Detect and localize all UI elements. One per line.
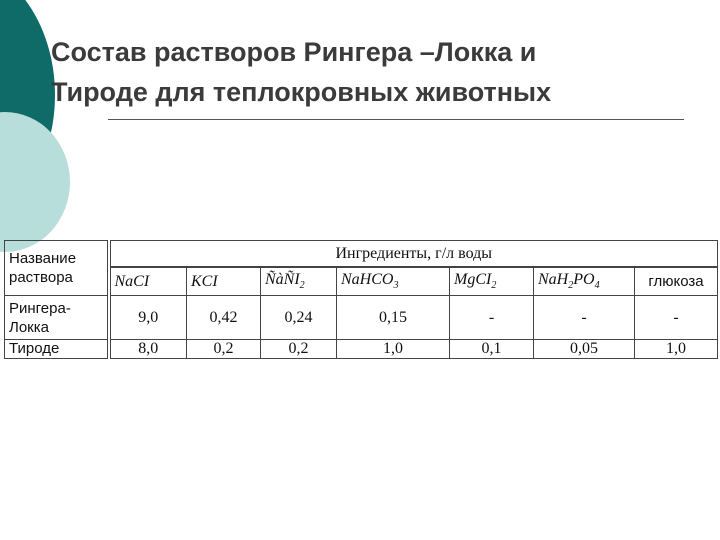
table-cell: 0,24 (261, 296, 337, 340)
composition-table-container (4, 240, 717, 359)
ingredients-header: Ингредиенты, г/л воды (109, 241, 718, 268)
row-name: Тироде (5, 340, 109, 359)
table-cell: 0,2 (261, 340, 337, 359)
slide-title (51, 32, 691, 112)
table-row (5, 340, 718, 359)
slide-title-line-2: Тироде для теплокровных животных (51, 77, 552, 107)
table-cell: - (450, 296, 534, 340)
column-header-cacl2: ÑàÑI$_2$ (261, 267, 337, 296)
column-header-nacl: NaCI (109, 267, 187, 296)
title-divider (108, 119, 684, 120)
table-cell: 0,15 (337, 296, 450, 340)
decor-circle-light (0, 112, 70, 252)
slide-title-line-1: Состав растворов Рингера –Локка и (51, 37, 537, 67)
column-header-kcl: KCI (187, 267, 261, 296)
table-cell: 0,1 (450, 340, 534, 359)
table-cell: 0,2 (187, 340, 261, 359)
table-cell: 9,0 (109, 296, 187, 340)
table-cell: 1,0 (635, 340, 718, 359)
table-cell: 8,0 (109, 340, 187, 359)
table-cell: 0,05 (534, 340, 635, 359)
table-cell: 0,42 (187, 296, 261, 340)
column-header-glucose: глюкоза (635, 267, 718, 296)
row-name: Рингера-Локка (5, 296, 109, 340)
composition-table (4, 240, 718, 359)
table-cell: - (534, 296, 635, 340)
column-header-nah2po4: $NaH_2PO_4$ (534, 267, 635, 296)
solution-name-header: Название раствора (5, 241, 109, 296)
table-row (5, 296, 718, 340)
table-cell: - (635, 296, 718, 340)
column-header-nahco3: NaHCO$_3$ (337, 267, 450, 296)
table-cell: 1,0 (337, 340, 450, 359)
column-header-mgcl2: MgCI$_2$ (450, 267, 534, 296)
